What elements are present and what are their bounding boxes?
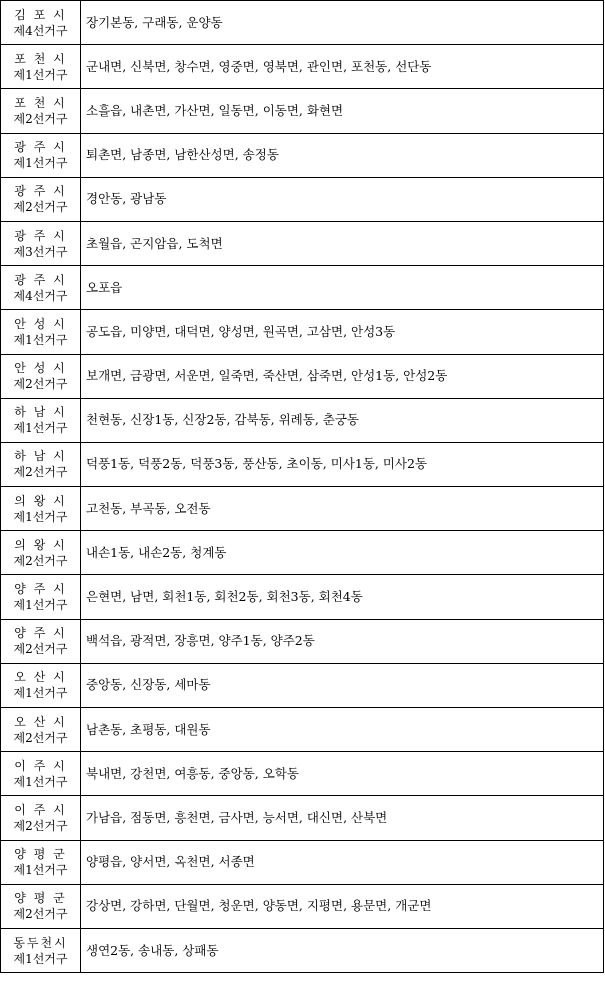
table-row	[1, 45, 604, 89]
city-name: 양 주 시	[14, 626, 67, 641]
table-row	[1, 133, 604, 177]
district-name-cell	[1, 133, 81, 177]
city-name: 안 성 시	[14, 316, 67, 331]
table-row	[1, 221, 604, 265]
constituency-name: 제1선거구	[13, 951, 68, 966]
table-row	[1, 663, 604, 707]
constituency-name: 제1선거구	[13, 67, 68, 82]
areas-cell: 강상면, 강하면, 단월면, 청운면, 양동면, 지평면, 용문면, 개군면	[81, 884, 604, 928]
areas-cell: 오포읍	[81, 266, 604, 310]
constituency-name: 제1선거구	[13, 598, 68, 613]
constituency-name: 제2선거구	[13, 465, 68, 480]
district-name-cell	[1, 310, 81, 354]
city-name: 포 천 시	[14, 51, 67, 66]
table-row	[1, 89, 604, 133]
constituency-name: 제1선거구	[13, 332, 68, 347]
table-row	[1, 177, 604, 221]
table-row	[1, 575, 604, 619]
constituency-name: 제2선거구	[13, 730, 68, 745]
district-name-cell	[1, 796, 81, 840]
city-name: 의 왕 시	[14, 537, 67, 552]
areas-cell: 보개면, 금광면, 서운면, 일죽면, 죽산면, 삼죽면, 안성1동, 안성2동	[81, 354, 604, 398]
areas-cell: 천현동, 신장1동, 신장2동, 감북동, 위례동, 춘궁동	[81, 398, 604, 442]
city-name: 양 주 시	[14, 582, 67, 597]
constituency-name: 제1선거구	[13, 156, 68, 171]
areas-cell: 중앙동, 신장동, 세마동	[81, 663, 604, 707]
table-row	[1, 442, 604, 486]
city-name: 양 평 군	[14, 891, 67, 906]
city-name: 동두천시	[13, 935, 68, 950]
areas-cell: 양평읍, 양서면, 옥천면, 서종면	[81, 840, 604, 884]
district-name-cell	[1, 1, 81, 45]
district-name-cell	[1, 487, 81, 531]
areas-cell: 장기본동, 구래동, 운양동	[81, 1, 604, 45]
areas-cell: 경안동, 광남동	[81, 177, 604, 221]
district-table-body	[1, 1, 604, 973]
constituency-name: 제2선거구	[13, 818, 68, 833]
constituency-name: 제3선거구	[13, 244, 68, 259]
constituency-name: 제1선거구	[13, 421, 68, 436]
table-row	[1, 752, 604, 796]
district-name-cell	[1, 354, 81, 398]
table-row	[1, 487, 604, 531]
district-name-cell	[1, 928, 81, 972]
city-name: 포 천 시	[14, 95, 67, 110]
table-row	[1, 840, 604, 884]
district-name-cell	[1, 266, 81, 310]
district-name-cell	[1, 398, 81, 442]
areas-cell: 백석읍, 광적면, 장흥면, 양주1동, 양주2동	[81, 619, 604, 663]
city-name: 하 남 시	[14, 449, 67, 464]
city-name: 하 남 시	[14, 405, 67, 420]
constituency-name: 제2선거구	[13, 642, 68, 657]
city-name: 광 주 시	[14, 272, 67, 287]
table-row	[1, 928, 604, 972]
areas-cell: 내손1동, 내손2동, 청계동	[81, 531, 604, 575]
district-name-cell	[1, 45, 81, 89]
constituency-name: 제1선거구	[13, 509, 68, 524]
constituency-name: 제1선거구	[13, 863, 68, 878]
district-name-cell	[1, 575, 81, 619]
district-name-cell	[1, 442, 81, 486]
city-name: 의 왕 시	[14, 493, 67, 508]
areas-cell: 공도읍, 미양면, 대덕면, 양성면, 원곡면, 고삼면, 안성3동	[81, 310, 604, 354]
areas-cell: 남촌동, 초평동, 대원동	[81, 708, 604, 752]
constituency-name: 제1선거구	[13, 774, 68, 789]
city-name: 양 평 군	[14, 847, 67, 862]
constituency-name: 제2선거구	[13, 200, 68, 215]
city-name: 이 주 시	[14, 758, 67, 773]
district-name-cell	[1, 221, 81, 265]
district-name-cell	[1, 708, 81, 752]
table-row	[1, 708, 604, 752]
table-row	[1, 796, 604, 840]
areas-cell: 은현면, 남면, 회천1동, 회천2동, 회천3동, 회천4동	[81, 575, 604, 619]
constituency-name: 제4선거구	[13, 23, 68, 38]
areas-cell: 군내면, 신북면, 창수면, 영중면, 영북면, 관인면, 포천동, 선단동	[81, 45, 604, 89]
district-name-cell	[1, 177, 81, 221]
areas-cell: 북내면, 강천면, 여흥동, 중앙동, 오학동	[81, 752, 604, 796]
areas-cell: 퇴촌면, 남종면, 남한산성면, 송정동	[81, 133, 604, 177]
areas-cell: 생연2동, 송내동, 상패동	[81, 928, 604, 972]
district-name-cell	[1, 884, 81, 928]
table-row	[1, 619, 604, 663]
constituency-name: 제2선거구	[13, 377, 68, 392]
constituency-name: 제4선거구	[13, 288, 68, 303]
areas-cell: 가남읍, 점동면, 흥천면, 금사면, 능서면, 대신면, 산북면	[81, 796, 604, 840]
district-name-cell	[1, 663, 81, 707]
table-row	[1, 398, 604, 442]
city-name: 안 성 시	[14, 361, 67, 376]
constituency-name: 제2선거구	[13, 111, 68, 126]
city-name: 김 포 시	[14, 7, 67, 22]
table-row	[1, 354, 604, 398]
district-name-cell	[1, 752, 81, 796]
table-row	[1, 531, 604, 575]
areas-cell: 고천동, 부곡동, 오전동	[81, 487, 604, 531]
table-row	[1, 310, 604, 354]
city-name: 이 주 시	[14, 802, 67, 817]
constituency-name: 제2선거구	[13, 907, 68, 922]
city-name: 광 주 시	[14, 228, 67, 243]
table-row	[1, 884, 604, 928]
areas-cell: 소흘읍, 내촌면, 가산면, 일동면, 이동면, 화현면	[81, 89, 604, 133]
table-row	[1, 1, 604, 45]
areas-cell: 덕풍1동, 덕풍2동, 덕풍3동, 풍산동, 초이동, 미사1동, 미사2동	[81, 442, 604, 486]
areas-cell: 초월읍, 곤지암읍, 도척면	[81, 221, 604, 265]
constituency-name: 제2선거구	[13, 553, 68, 568]
district-name-cell	[1, 840, 81, 884]
city-name: 오 산 시	[14, 714, 67, 729]
district-name-cell	[1, 89, 81, 133]
city-name: 오 산 시	[14, 670, 67, 685]
table-row	[1, 266, 604, 310]
city-name: 광 주 시	[14, 140, 67, 155]
district-name-cell	[1, 619, 81, 663]
constituency-name: 제1선거구	[13, 686, 68, 701]
district-name-cell	[1, 531, 81, 575]
city-name: 광 주 시	[14, 184, 67, 199]
